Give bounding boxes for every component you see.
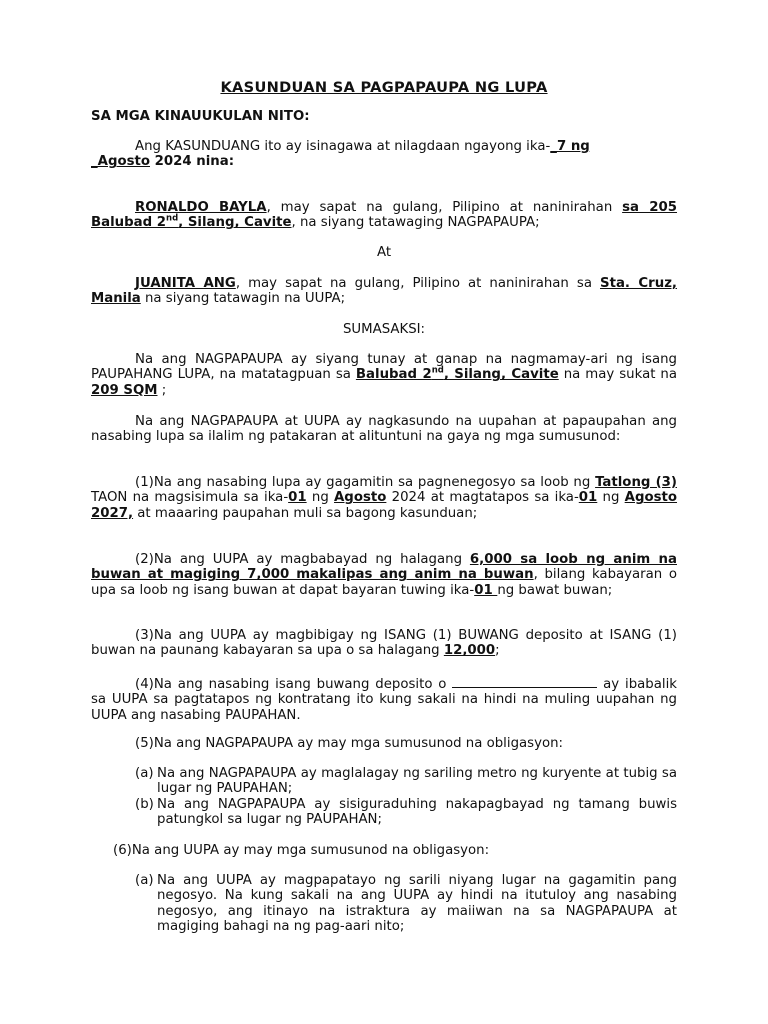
clause-5-item-b: (b) Na ang NAGPAPAUPA ay sisiguraduhing nakapagbayad ng tamang buwis patungkol sa lugar ng PAUPAHAN;: [135, 797, 677, 828]
lessor-paragraph: RONALDO BAYLA, may sapat na gulang, Pilipino at naninirahan sa 205 Balubad 2nd, Silang, Cavite, na siyang tatawaging NAGPAPAUPA;: [91, 200, 678, 231]
clause-5: (5)Na ang NAGPAPAUPA ay may mga sumusunod na obligasyon:: [135, 736, 563, 751]
intro-paragraph: Ang KASUNDUANG ito ay isinagawa at nilagdaan ngayong ika-_7 ng _Agosto 2024 nina:: [91, 139, 590, 170]
agreement-paragraph: Na ang NAGPAPAUPA at UUPA ay nagkasundo na uupahan at papaupahan ang nasabing lupa sa ilalim ng patakaran at alituntuni na gaya ng mga sumusunod:: [91, 414, 677, 445]
clause-4: (4)Na ang nasabing isang buwang deposito o ay ibabalik sa UUPA sa pagtatapos ng kontratang ito kung sakali na hindi na muling uupahan ng UUPA ang nasabing PAUPAHAN.: [91, 677, 677, 723]
ownership-paragraph: Na ang NAGPAPAUPA ay siyang tunay at ganap na nagmamay-ari ng isang PAUPAHANG LUPA, na matatagpuan sa Balubad 2nd, Silang, Cavite na may sukat na 209 SQM ;: [91, 352, 677, 398]
deposit-amount: 12,000: [443, 643, 496, 659]
blank-line: [452, 675, 597, 688]
clause-6-item-a: (a) Na ang UUPA ay magpapatayo ng sarili niyang lugar na gagamitin pang negosyo. Na kung sakali na ang UUPA ay hindi na itutuloy ang nasabing negosyo, ang itinayo na istraktura ay maiiwan na sa NAGPAPAUPA at magiging bahagi na ng pag-aari nito;: [135, 873, 677, 935]
lessor-address: sa 205 Balubad 2nd, Silang, Cavite: [91, 200, 678, 231]
witness-heading: SUMASAKSI:: [342, 322, 426, 337]
property-location: Balubad 2nd, Silang, Cavite: [355, 365, 559, 383]
property-size: 209 SQM: [91, 382, 158, 398]
at-separator: At: [376, 245, 392, 260]
clause-6: (6)Na ang UUPA ay may mga sumusunod na obligasyon:: [113, 843, 490, 858]
document-title: KASUNDUAN SA PAGPAPAUPA NG LUPA: [220, 79, 548, 96]
rent-amount: 6,000 sa loob ng anim na buwan at magiging 7,000 makalipas ang anim na buwan: [91, 552, 677, 583]
lessee-name: JUANITA ANG: [135, 276, 236, 291]
clause-5-item-a: (a) Na ang NAGPAPAUPA ay maglalagay ng sariling metro ng kuryente at tubig sa lugar ng PAUPAHAN;: [135, 766, 677, 797]
lessee-paragraph: JUANITA ANG, may sapat na gulang, Pilipino at naninirahan sa Sta. Cruz, Manila na siyang tatawagin na UUPA;: [91, 276, 677, 307]
salutation: SA MGA KINAUUKULAN NITO:: [91, 109, 310, 124]
clause-2: (2)Na ang UUPA ay magbabayad ng halagang 6,000 sa loob ng anim na buwan at magiging 7,000 makalipas ang anim na buwan, bilang kabayaran o upa sa loob ng isang buwan at dapat bayaran tuwing ika-01 ng bawat buwan;: [91, 552, 678, 598]
clause-3: (3)Na ang UUPA ay magbibigay ng ISANG (1) BUWANG deposito at ISANG (1) buwan na paunang kabayaran sa upa o sa halagang 12,000;: [91, 628, 677, 659]
lessee-address: Sta. Cruz, Manila: [91, 276, 677, 307]
lessor-name: RONALDO BAYLA: [135, 200, 267, 215]
clause-1: (1)Na ang nasabing lupa ay gagamitin sa pagnenegosyo sa loob ng Tatlong (3) TAON na magsisimula sa ika-01 ng Agosto 2024 at magtatapos sa ika-01 ng Agosto 2027, at maaaring paupahan muli sa bagong kasunduan;: [91, 475, 678, 521]
